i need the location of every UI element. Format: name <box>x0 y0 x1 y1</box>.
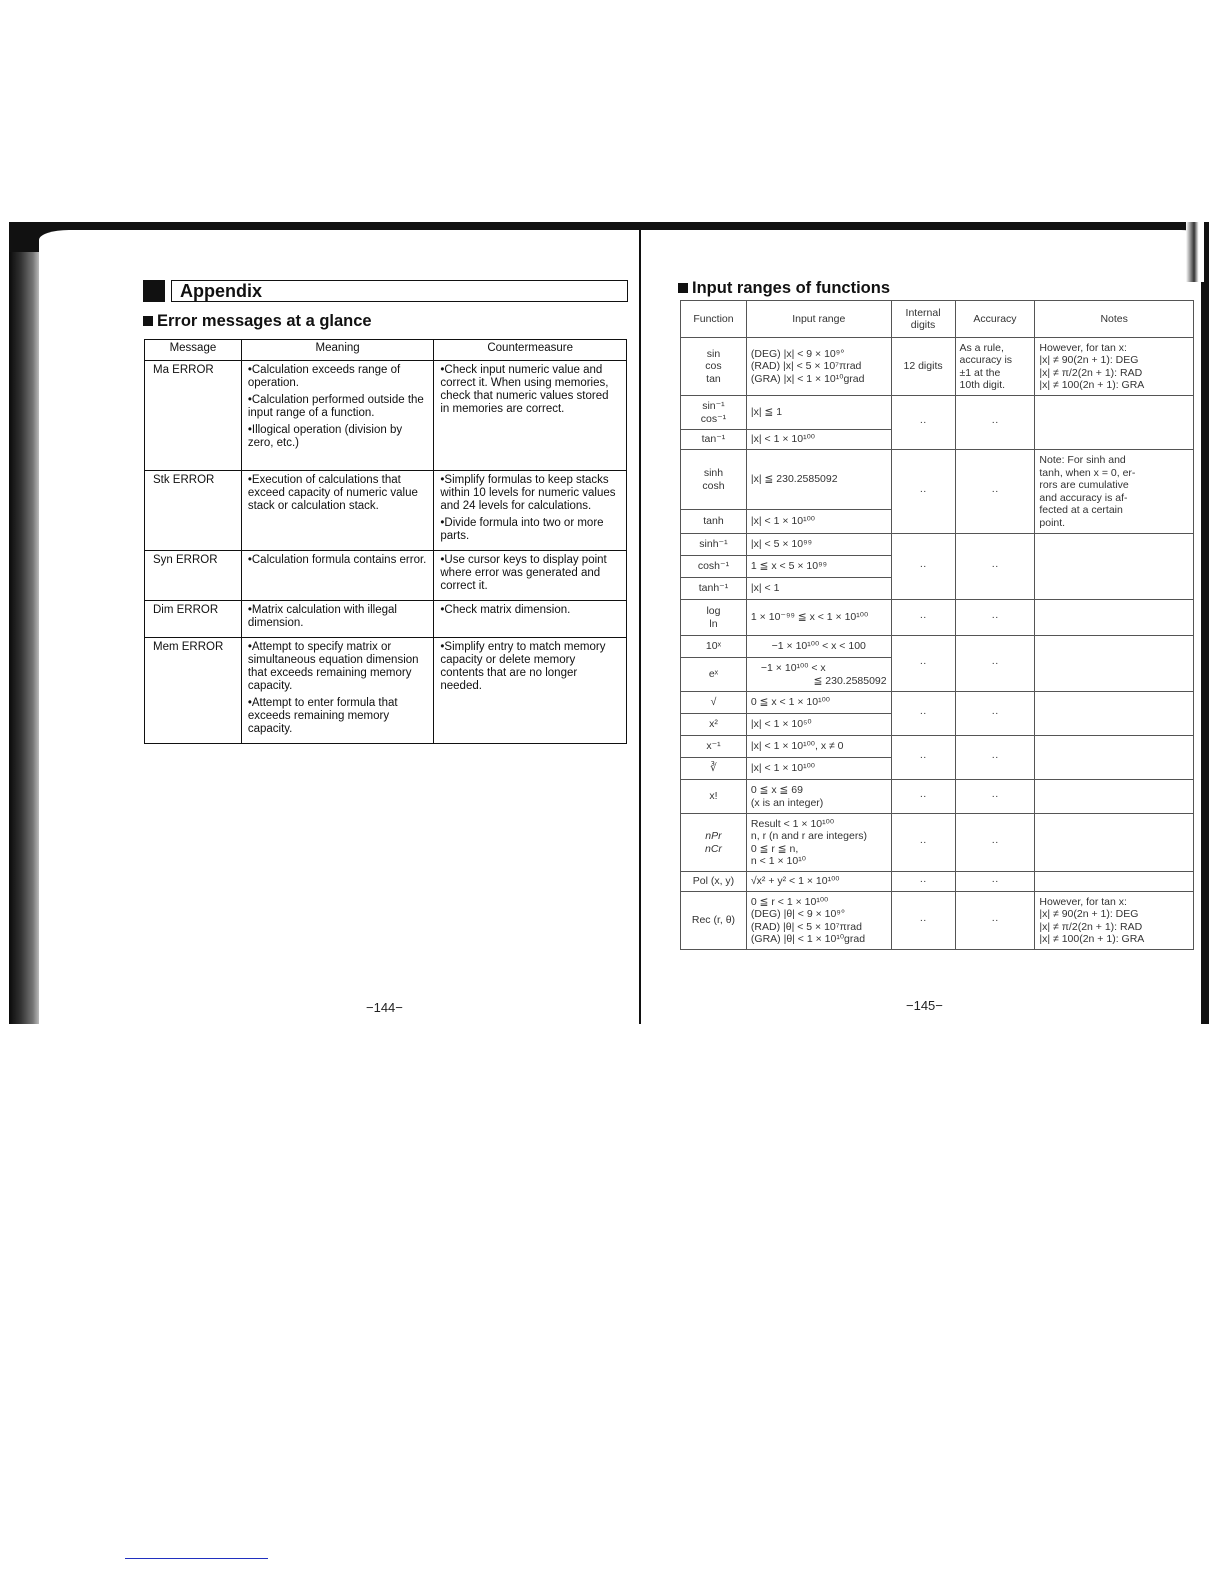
table-row <box>145 601 627 638</box>
notes-cell <box>1035 872 1194 892</box>
meaning-item: •Calculation exceeds range of operation. <box>247 364 401 389</box>
internal-digits-cell: ·· <box>891 396 955 450</box>
input-range-cell: |x| < 1 × 10¹⁰⁰, x ≠ 0 <box>746 736 891 758</box>
countermeasure-item: •Divide formula into two or more parts. <box>440 517 604 542</box>
note-line: However, for tan x: <box>1039 341 1127 354</box>
accuracy-cell: ·· <box>955 534 1035 600</box>
table-row <box>681 636 1194 658</box>
input-range-cell: |x| < 1 <box>746 578 891 600</box>
notes-cell <box>1035 692 1194 736</box>
column-header: Input range <box>746 301 891 338</box>
input-range-cell: 0 ≦ x < 1 × 10¹⁰⁰ <box>746 692 891 714</box>
function-name: nCr <box>705 842 722 855</box>
input-range-cell: |x| < 5 × 10⁹⁹ <box>746 534 891 556</box>
notes-cell <box>1035 892 1194 950</box>
header-square-icon <box>143 280 165 302</box>
input-range-cell: |x| ≦ 1 <box>746 396 891 430</box>
input-ranges-heading: Input ranges of functions <box>678 279 890 298</box>
accuracy-line: 10th digit. <box>959 379 1006 391</box>
range-line: −1 × 10¹⁰⁰ < x <box>760 662 826 674</box>
internal-digits-cell: ·· <box>891 780 955 814</box>
internal-digits-cell: ·· <box>891 534 955 600</box>
function-cell: eˣ <box>681 658 747 692</box>
meaning-item: •Calculation formula contains error. <box>247 554 427 566</box>
accuracy-cell: ·· <box>955 600 1035 636</box>
table-row <box>681 396 1194 430</box>
internal-digits-cell: 12 digits <box>891 338 955 396</box>
meaning-item: •Execution of calculations that exceed capacity of numeric value stack or calculation stack. <box>247 474 418 512</box>
function-name: nPr <box>705 830 722 842</box>
note-line: |x| ≠ 90(2n + 1): DEG <box>1039 908 1139 920</box>
table-row <box>681 892 1194 950</box>
error-countermeasure <box>434 361 627 471</box>
function-cell: Pol (x, y) <box>681 872 747 892</box>
function-name: tan <box>706 372 721 385</box>
function-cell: tanh⁻¹ <box>681 578 747 600</box>
bottom-rule <box>125 1558 268 1559</box>
range-line: (RAD) |θ| < 5 × 10⁷πrad <box>750 920 862 933</box>
page-edge-shadow <box>9 252 39 1024</box>
table-row <box>145 471 627 551</box>
meaning-item: •Attempt to specify matrix or simultaneous equation dimension that exceeds remaining memory capacity. <box>247 641 419 692</box>
notes-cell <box>1035 814 1194 872</box>
error-message: Dim ERROR <box>145 601 242 638</box>
accuracy-cell: ·· <box>955 892 1035 950</box>
function-name: ln <box>709 617 718 630</box>
appendix-header <box>143 280 628 302</box>
input-range-cell: √x² + y² < 1 × 10¹⁰⁰ <box>746 872 891 892</box>
column-header: Function <box>681 301 747 338</box>
table-row <box>681 736 1194 758</box>
accuracy-cell: ·· <box>955 872 1035 892</box>
note-line: |x| ≠ 100(2n + 1): GRA <box>1039 933 1145 945</box>
function-cell: sinh⁻¹ <box>681 534 747 556</box>
function-cell: x² <box>681 714 747 736</box>
countermeasure-item: •Check input numeric value and correct it. When using memories, check that numeric values stored in memories are correct. <box>440 364 609 415</box>
function-cell: x! <box>681 780 747 814</box>
column-header: Notes <box>1035 301 1194 338</box>
input-ranges-table <box>680 300 1194 950</box>
notes-cell <box>1035 600 1194 636</box>
range-line: (DEG) |θ| < 9 × 10⁹° <box>750 908 846 920</box>
error-messages-table <box>144 339 627 744</box>
meaning-item: •Matrix calculation with illegal dimension. <box>247 604 397 629</box>
column-header: Accuracy <box>955 301 1035 338</box>
note-line: However, for tan x: <box>1039 895 1127 908</box>
internal-digits-cell: ·· <box>891 600 955 636</box>
meaning-item: •Calculation performed outside the input range of a function. <box>247 394 424 419</box>
table-header-row <box>145 340 627 361</box>
appendix-title: Appendix <box>171 280 628 302</box>
input-range-cell: 1 ≦ x < 5 × 10⁹⁹ <box>746 556 891 578</box>
range-line: 0 ≦ r < 1 × 10¹⁰⁰ <box>750 895 829 908</box>
bullet-square-icon <box>678 283 688 293</box>
input-range-cell <box>746 780 891 814</box>
accuracy-cell: ·· <box>955 814 1035 872</box>
bullet-square-icon <box>143 316 153 326</box>
internal-digits-cell: ·· <box>891 450 955 534</box>
error-countermeasure <box>434 638 627 744</box>
column-header: Countermeasure <box>434 340 627 361</box>
range-line: n, r (n and r are integers) <box>750 830 868 842</box>
table-row <box>681 692 1194 714</box>
countermeasure-item: •Use cursor keys to display point where error was generated and correct it. <box>440 554 607 592</box>
table-row <box>681 338 1194 396</box>
input-range-cell <box>746 658 891 692</box>
accuracy-cell: ·· <box>955 450 1035 534</box>
table-row <box>681 814 1194 872</box>
function-cell <box>681 600 747 636</box>
accuracy-line: As a rule, <box>959 341 1004 354</box>
error-message: Syn ERROR <box>145 551 242 601</box>
range-line: (RAD) |x| < 5 × 10⁷πrad <box>750 360 862 373</box>
table-row <box>145 638 627 744</box>
range-line: ≦ 230.2585092 <box>813 674 887 687</box>
note-line: |x| ≠ π/2(2n + 1): RAD <box>1039 920 1143 933</box>
accuracy-cell: ·· <box>955 736 1035 780</box>
function-cell <box>681 396 747 430</box>
meaning-item: •Attempt to enter formula that exceeds remaining memory capacity. <box>247 697 398 735</box>
range-line: n < 1 × 10¹⁰ <box>750 855 806 867</box>
function-name: log <box>706 605 721 617</box>
note-line: fected at a certain <box>1039 504 1123 516</box>
notes-cell <box>1035 450 1194 534</box>
internal-digits-cell: ·· <box>891 692 955 736</box>
function-cell: cosh⁻¹ <box>681 556 747 578</box>
function-cell <box>681 338 747 396</box>
accuracy-cell: ·· <box>955 636 1035 692</box>
note-line: rors are cumulative <box>1039 479 1129 491</box>
error-message: Stk ERROR <box>145 471 242 551</box>
internal-digits-cell: ·· <box>891 736 955 780</box>
note-line: |x| ≠ 90(2n + 1): DEG <box>1039 354 1139 366</box>
input-range-cell: |x| < 1 × 10⁵⁰ <box>746 714 891 736</box>
range-line: 0 ≦ x ≦ 69 <box>750 784 803 796</box>
function-cell: tan⁻¹ <box>681 430 747 450</box>
error-meaning <box>241 601 434 638</box>
notes-cell <box>1035 396 1194 450</box>
function-name: sin <box>706 347 721 360</box>
input-range-cell: |x| ≦ 230.2585092 <box>746 450 891 510</box>
internal-digits-cell: ·· <box>891 636 955 692</box>
input-range-cell: |x| < 1 × 10¹⁰⁰ <box>746 430 891 450</box>
note-line: tanh, when x = 0, er- <box>1039 466 1136 479</box>
function-cell <box>681 450 747 510</box>
function-name: cos⁻¹ <box>700 412 727 425</box>
function-cell: x⁻¹ <box>681 736 747 758</box>
function-cell: ∛ <box>681 758 747 780</box>
page-number-left: −144− <box>366 1000 403 1015</box>
accuracy-cell <box>955 338 1035 396</box>
error-meaning <box>241 471 434 551</box>
left-page <box>39 230 639 1024</box>
error-countermeasure <box>434 601 627 638</box>
input-range-cell <box>746 338 891 396</box>
column-header: Message <box>145 340 242 361</box>
accuracy-line: ±1 at the <box>959 366 1001 379</box>
notes-cell <box>1035 534 1194 600</box>
error-message: Ma ERROR <box>145 361 242 471</box>
table-row <box>145 361 627 471</box>
note-line: |x| ≠ π/2(2n + 1): RAD <box>1039 366 1143 379</box>
function-cell <box>681 814 747 872</box>
input-range-cell <box>746 814 891 872</box>
note-line: |x| ≠ 100(2n + 1): GRA <box>1039 379 1145 391</box>
notes-cell <box>1035 736 1194 780</box>
meaning-item: •Illogical operation (division by zero, etc.) <box>247 424 403 449</box>
function-cell: tanh <box>681 510 747 534</box>
function-name: cosh <box>702 479 725 492</box>
function-cell: Rec (r, θ) <box>681 892 747 950</box>
error-meaning <box>241 551 434 601</box>
accuracy-line: accuracy is <box>959 354 1013 366</box>
table-row <box>145 551 627 601</box>
notes-cell <box>1035 636 1194 692</box>
notes-cell <box>1035 780 1194 814</box>
table-row <box>681 780 1194 814</box>
error-countermeasure <box>434 551 627 601</box>
accuracy-cell: ·· <box>955 780 1035 814</box>
right-page <box>641 230 1201 1024</box>
error-message: Mem ERROR <box>145 638 242 744</box>
function-name: sin⁻¹ <box>702 400 725 412</box>
error-messages-heading: Error messages at a glance <box>143 312 372 331</box>
function-cell: 10ˣ <box>681 636 747 658</box>
range-line: (GRA) |x| < 1 × 10¹⁰grad <box>750 372 865 385</box>
table-header-row <box>681 301 1194 338</box>
error-countermeasure <box>434 471 627 551</box>
table-row <box>681 450 1194 510</box>
accuracy-cell: ·· <box>955 692 1035 736</box>
range-line: 0 ≦ r ≦ n, <box>750 842 799 855</box>
error-meaning <box>241 638 434 744</box>
column-header: Internal digits <box>891 301 955 338</box>
error-meaning <box>241 361 434 471</box>
countermeasure-item: •Check matrix dimension. <box>440 604 571 616</box>
input-range-cell <box>746 892 891 950</box>
table-row <box>681 600 1194 636</box>
note-line: Note: For sinh and <box>1039 454 1126 466</box>
input-range-cell: 1 × 10⁻⁹⁹ ≦ x < 1 × 10¹⁰⁰ <box>746 600 891 636</box>
page-number-right: −145− <box>906 998 943 1013</box>
range-line: (x is an integer) <box>750 796 824 809</box>
internal-digits-cell: ·· <box>891 892 955 950</box>
scan-edge-mark <box>1186 222 1204 282</box>
internal-digits-cell: ·· <box>891 872 955 892</box>
column-header: Meaning <box>241 340 434 361</box>
function-name: sinh <box>703 467 724 479</box>
function-name: cos <box>705 360 722 373</box>
range-line: Result < 1 × 10¹⁰⁰ <box>750 817 835 830</box>
range-line: (DEG) |x| < 9 × 10⁹° <box>750 347 845 360</box>
input-range-cell: |x| < 1 × 10¹⁰⁰ <box>746 510 891 534</box>
countermeasure-item: •Simplify formulas to keep stacks within 10 levels for numeric values and 24 levels for calculations. <box>440 474 616 512</box>
notes-cell <box>1035 338 1194 396</box>
book-spread <box>9 222 1209 1024</box>
table-row <box>681 872 1194 892</box>
input-range-cell: |x| < 1 × 10¹⁰⁰ <box>746 758 891 780</box>
note-line: and accuracy is af- <box>1039 491 1128 504</box>
internal-digits-cell: ·· <box>891 814 955 872</box>
note-line: point. <box>1039 516 1066 529</box>
function-cell: √ <box>681 692 747 714</box>
table-row <box>681 534 1194 556</box>
accuracy-cell: ·· <box>955 396 1035 450</box>
countermeasure-item: •Simplify entry to match memory capacity or delete memory contents that are no longer needed. <box>440 641 606 692</box>
range-line: (GRA) |θ| < 1 × 10¹⁰grad <box>750 933 866 945</box>
input-range-cell: −1 × 10¹⁰⁰ < x < 100 <box>746 636 891 658</box>
